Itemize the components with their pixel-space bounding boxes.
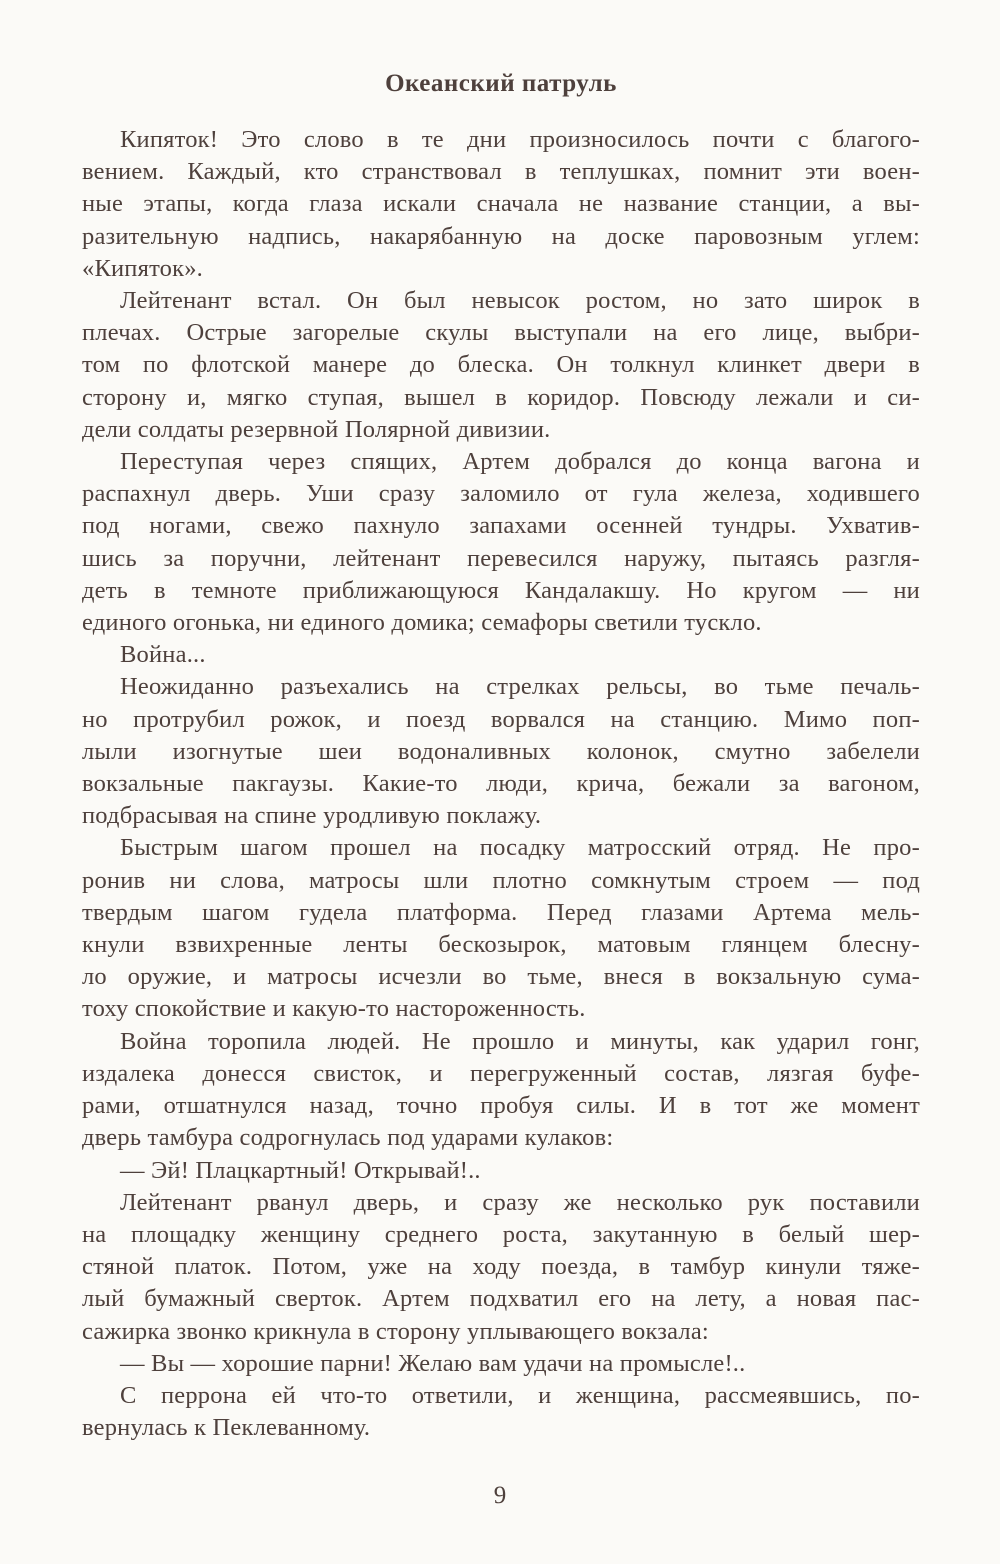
text-line: сажирка звонко крикнула в сторону уплывающего вокзала:: [82, 1317, 709, 1345]
text-line: рами, отшатнулся назад, точно пробуя силы. И в тот же момент: [82, 1092, 920, 1120]
paragraph: [82, 671, 920, 832]
text-line: твердым шагом гудела платформа. Перед глазами Артема мель-: [82, 898, 920, 926]
text-line: подбрасывая на спине уродливую поклажу.: [82, 802, 542, 830]
paragraph: [82, 1348, 920, 1380]
text-line: С перрона ей что-то ответили, и женщина, рассмеявшись, по-: [120, 1381, 920, 1409]
text-line: на площадку женщину среднего роста, закутанную в белый шер-: [82, 1220, 920, 1248]
paragraph: [82, 124, 920, 285]
chapter-title: Океанский патруль: [385, 70, 617, 97]
paragraph: [82, 1155, 920, 1187]
text-line: Лейтенант рванул дверь, и сразу же несколько рук поставили: [120, 1188, 920, 1216]
text-line: деть в темноте приближающуюся Кандалакшу. Но кругом — ни: [82, 576, 920, 604]
paragraph: [82, 1380, 920, 1444]
text-line: Кипяток! Это слово в те дни произносилось почти с благого-: [120, 126, 920, 153]
text-line: распахнул дверь. Уши сразу заломило от гула железа, ходившего: [82, 480, 920, 508]
text-line: но протрубил рожок, и поезд ворвался на станцию. Мимо поп-: [82, 705, 920, 733]
text-line: шись за поручни, лейтенант перевесился наружу, пытаясь разгля-: [82, 544, 920, 572]
paragraph: [82, 1187, 920, 1348]
text-line: под ногами, свежо пахнуло запахами осенней тундры. Ухватив-: [82, 512, 920, 540]
text-line: дели солдаты резервной Полярной дивизии.: [82, 415, 551, 443]
text-line: Лейтенант встал. Он был невысок ростом, но зато широк в: [120, 287, 920, 315]
text-line: вернулась к Пеклеванному.: [82, 1414, 371, 1442]
text-line: — Вы — хорошие парни! Желаю вам удачи на промысле!..: [120, 1349, 746, 1377]
paragraph: [82, 639, 920, 671]
text-line: Быстрым шагом прошел на посадку матросский отряд. Не про-: [120, 834, 920, 862]
text-line: тоху спокойствие и какую-то настороженность.: [82, 995, 586, 1023]
text-line: плечах. Острые загорелые скулы выступали на его лице, выбри-: [82, 319, 920, 347]
paragraph: [82, 446, 920, 639]
text-line: кнули взвихренные ленты бескозырок, матовым глянцем блесну-: [82, 931, 920, 959]
text-line: сторону и, мягко ступая, вышел в коридор. Повсюду лежали и си-: [82, 383, 920, 411]
text-line: лыли изогнутые шеи водоналивных колонок, смутно забелели: [82, 737, 920, 765]
paragraph: [82, 832, 920, 1025]
text-line: лый бумажный сверток. Артем подхватил его на лету, а новая пас-: [82, 1285, 920, 1313]
text-line: Война...: [120, 641, 206, 669]
text-line: ные этапы, когда глаза искали сначала не название станции, а вы-: [82, 190, 920, 218]
text-line: Переступая через спящих, Артем добрался до конца вагона и: [120, 448, 920, 476]
text-line: дверь тамбура содрогнулась под ударами кулаков:: [82, 1124, 614, 1152]
text-line: «Кипяток».: [82, 254, 203, 282]
text-block: [82, 124, 920, 1444]
page-number: 9: [493, 1482, 507, 1509]
text-line: издалека донесся свисток, и перегруженный состав, лязгая буфе-: [82, 1059, 920, 1087]
text-line: единого огонька, ни единого домика; семафоры светили тускло.: [82, 609, 762, 637]
text-line: вокзальные пакгаузы. Какие-то люди, крича, бежали за вагоном,: [82, 770, 920, 798]
text-line: ло оружие, и матросы исчезли во тьме, внеся в вокзальную сума-: [82, 963, 920, 991]
text-line: стяной платок. Потом, уже на ходу поезда, в тамбур кинули тяже-: [82, 1253, 920, 1281]
text-line: ронив ни слова, матросы шли плотно сомкнутым строем — под: [82, 866, 920, 894]
paragraph: [82, 1026, 920, 1155]
text-line: вением. Каждый, кто странствовал в теплушках, помнит эти воен-: [82, 158, 920, 186]
text-line: разительную надпись, накарябанную на доске паровозным углем:: [82, 222, 920, 250]
text-line: Неожиданно разъехались на стрелках рельсы, во тьме печаль-: [120, 673, 920, 701]
text-line: — Эй! Плацкартный! Открывай!..: [120, 1156, 481, 1184]
text-line: Война торопила людей. Не прошло и минуты, как ударил гонг,: [120, 1027, 920, 1055]
paragraph: [82, 285, 920, 446]
text-line: том по флотской манере до блеска. Он толкнул клинкет двери в: [82, 351, 920, 379]
